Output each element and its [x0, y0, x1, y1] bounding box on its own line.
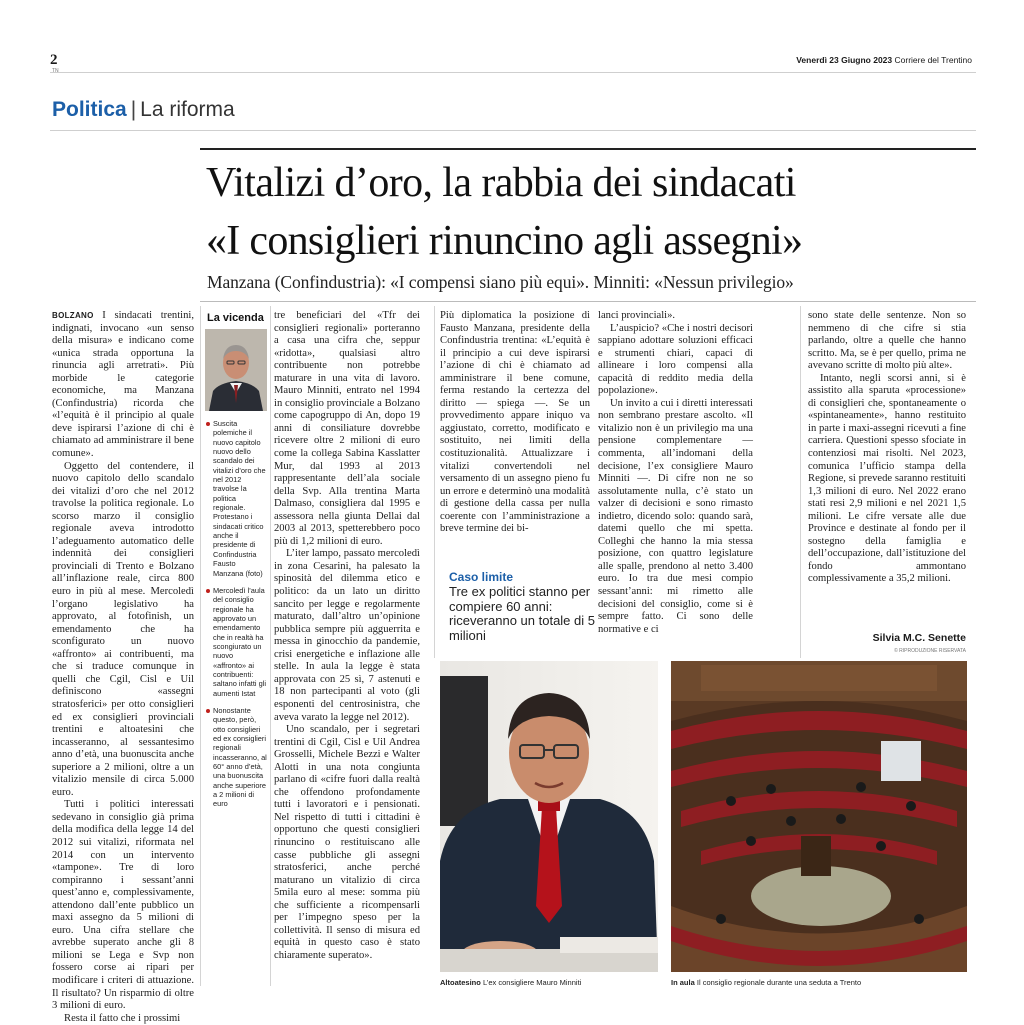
portrait-illustration	[205, 329, 267, 411]
caso-limite-box	[449, 570, 599, 643]
article-column-4	[598, 310, 753, 653]
minniti-photo-illustration	[440, 661, 658, 972]
chamber-photo-caption	[671, 978, 967, 987]
sidebar-title: La vicenda	[207, 312, 264, 324]
sidebar-item: Mercoledì l’aula del consiglio regionale ha approvato un emendamento che in realtà ha scongiurato un nuovo «affronto» ai contribuenti: saltano infatti gli aumenti Istat	[205, 586, 267, 698]
sidebar-la-vicenda	[205, 312, 267, 986]
page-edition-code: TN	[52, 68, 59, 74]
column-1-paragraph	[52, 310, 194, 461]
column-divider	[270, 306, 271, 986]
section-secondary: La riforma	[140, 98, 235, 121]
manzana-portrait-photo	[205, 329, 267, 411]
column-1-paragraph: Resta il fatto che i prossimi	[64, 1012, 181, 1024]
minniti-photo	[440, 661, 658, 972]
issue-date: Venerdì 23 Giugno 2023	[796, 55, 893, 65]
column-4-paragraph: Un invito a cui i diretti interessati non sembrano prestare ascolto. «Il vitalizio non è un privilegio ma una pensione complementare — commenta, all’indomani della decisione, l’ex consigliere Mauro Minniti —. Di cifre non ne so assolutamente nulla, c’è stato un valzer di decisioni e sono rimasto indietro, dicendo solo: quando sarà, datemi quello che mi spetta. Colleghi che hanno la mia stessa posizione, con quattro legislature alle spalle, prendono al netto 3.400 euro. Io tra due mesi compio sessant’anni: mi rimetto alle decisioni del consiglio, come si è sempre fatto. Ci sono delle normative e ci	[598, 397, 753, 635]
caption-kicker: In aula	[671, 978, 695, 987]
newspaper-name: Corriere del Trentino	[894, 55, 972, 65]
headline-deck: Manzana (Confindustria): «I compensi siano più equi». Minniti: «Nessun privilegio»	[207, 272, 794, 292]
column-5-paragraph: sono state delle sentenze. Non so nemmeno di che cifre si stia parlando, oltre a quelle che hanno scritto. Ma, se è per quello, prima ne avevano scritte di molto più alte».	[808, 310, 966, 372]
top-divider	[50, 72, 976, 73]
article-column-2	[274, 310, 420, 986]
sidebar-item: Suscita polemiche il nuovo capitolo nuovo dello scandalo dei vitalizi d’oro che nel 2012 travolse la politica regionale. Protestano i sindacati critico anche il presidente di Confindustria Fausto Manzana (foto)	[205, 419, 267, 578]
headline-rule	[200, 148, 976, 150]
caption-kicker: Altoatesino	[440, 978, 481, 987]
column-3-paragraph: Più diplomatica la posizione di Fausto Manzana, presidente della Confindustria trentina: «L’equità è il principio a cui deve ispirarsi l’azione di chi è chiamato ad amministrare il bene comune, ferma restando la certezza del diritto — spiega —. Se un provvedimento appare iniquo va aggiustato, corretto, modificato e sostituito, nei limiti della costituzionalità. Attualizzare i vitalizi convertendoli nel versamento di un assegno pieno fu un errore e determinò una modalità di gestione della cassa per nulla coerente con l’amministrazione a breve termine dei bi-	[440, 310, 590, 535]
sidebar-item: Nonostante questo, però, otto consiglieri ed ex consiglieri regionali incasseranno, al 60° anno d’età, una buonuscita anche superiore a 2 milioni di euro	[205, 706, 267, 809]
caso-limite-text: Tre ex politici stanno per compiere 60 anni: riceveranno un totale di 5 milioni	[449, 584, 595, 643]
column-divider	[434, 306, 435, 658]
column-4-paragraph: L’auspicio? «Che i nostri decisori sappiano adottare soluzioni efficaci e strumenti chiari, capaci di allineare i loro compensi alla capacità di reddito media della popolazione».	[598, 322, 753, 397]
column-2-paragraph: Uno scandalo, per i segretari trentini di Cgil, Cisl e Uil Andrea Grosselli, Michele Bezzi e Walter Alotti in una nota congiunta parlano di «cifre fuori dalla realtà che offendono profondamente tutti i lavoratori e i pensionati. Nel rispetto di tutti i cittadini è opportuno che questi consiglieri rinuncino o restituiscano alle casse pubbliche gli assegni stratosferici, anche perché maturano un vitalizio di circa 5mila euro al mese: somma più che sufficiente a ricompensarli per l’impegno speso per la collettività. Il senso di misura ed equità in questo caso è stato chiaramente superato».	[274, 724, 420, 961]
column-5-paragraph: Intanto, negli scorsi anni, si è assistito alla sparuta «processione» di consiglieri che, spontaneamente o «spintaneamente», hanno restituito in parte i maxi-assegni ricevuti a fine carriera. Questioni spesso sfociate in contenziosi mai risolti. Nel 2023, comunica l’ufficio stampa della Regione, si prevede saranno restituiti 1,3 milioni di euro. Nel 2022 erano stati resi 2,9 milioni e nel 2021 1,5 milioni. Le cifre versate alle due Province e destinate al fondo per il sostegno della famiglia e dell’occupazione, dall’istituzione del fondo ammontano complessivamente a 35,2 milioni.	[808, 372, 966, 585]
article-column-5	[808, 310, 966, 632]
column-1-paragraph: Tutti i politici interessati sedevano in consiglio già prima della modifica della legge 14 del 2012 sui vitalizi, riformata nel 2014 con un intervento «tampone». Tre di loro compiranno i sessant’anni quest’anno e, complessivamente, attendono dall’ente pubblico un maxi assegno da 5 milioni di euro. Una cifra stellare che avrebbe superato anche gli 8 milioni se Lega e Svp non fossero corse ai ripari per modificare i criteri di attuazione. Il risultato? Un risparmio di oltre 3 milioni di euro.	[52, 799, 194, 1012]
section-header	[52, 98, 235, 122]
column-4-paragraph: lanci provinciali».	[598, 310, 676, 321]
author-signature: Silvia M.C. Senette	[872, 632, 966, 644]
column-2-paragraph: L’iter lampo, passato mercoledì in zona Cesarini, ha palesato la spinosità del dilemma etico e politico: da un lato un diritto sancito per legge e regolarmente maturato, dall’altro un’opinione pubblica sempre più agguerrita e messa in ginocchio da pandemie, crisi energetiche e inflazione alle stelle. In aula la legge è stata approvata con 25 sì, 7 astenuti e 18 non partecipanti al voto (gli esponenti del centrosinistra, che aveva varato la legge nel 2012).	[274, 548, 420, 723]
column-1-paragraph: Oggetto del contendere, il nuovo capitolo dello scandalo dei vitalizi d’oro che nel 2012 travolse la politica regionale. Lo scorso marzo il consiglio regionale aveva introdotto l’adeguamento automatico delle indennità dei consiglieri provinciali di Trento e Bolzano all’inflazione reale, circa 800 euro in più al mese. Mercoledì l’organo legislativo ha approvato, al fotofinish, un emendamento che ha sconfigurato un nuovo «affronto» ai contribuenti, ma che si traduce comunque in quelli che Cgil, Cisl e Uil definiscono «assegni stratosferici» per otto consiglieri ed ex consiglieri provinciali trentini e altoatesini che incasseranno, al sessantesimo anno d’età, una buonuscita anche superiore a 2 milioni, oltre a un vitalizio mensile di circa 5.000 euro.	[52, 460, 194, 798]
deck-divider	[200, 301, 976, 302]
council-chamber-illustration	[671, 661, 967, 972]
column-2-paragraph: tre beneficiari del «Tfr dei consiglieri regionali» porteranno a casa una cifra che, seppur «ridotta», qualsiasi altro contribuente non potrebbe maturare in una vita di lavoro. Mauro Minniti, entrato nel 1994 in consiglio provinciale a Bolzano come capogruppo di An, dopo 19 anni di consiliature dovrebbe ricevere oltre 2 milioni di euro come la collega Sabina Kasslatter Mur, dal 1993 al 2013 rappresentante dell’ala sociale della Svp. Alla trentina Marta Dalmaso, consigliera dal 1995 e assessora nella giunta Dellai dal 2003 al 2013, spetterebbero poco più di 1,2 milioni di euro.	[274, 310, 420, 547]
council-chamber-photo	[671, 661, 967, 972]
article-column-3	[440, 310, 590, 568]
dateline	[796, 55, 972, 65]
reproduction-notice: © RIPRODUZIONE RISERVATA	[894, 648, 966, 654]
headline-line-2: «I consiglieri rinuncino agli assegni»	[206, 218, 803, 264]
section-separator: |	[130, 98, 137, 121]
paragraph-text: I sindacati trentini, indignati, invocano «un senso della misura» e indicano come «unica strada opportuna la rinuncia agli arretrati». Più morbide le categorie economiche, ma Manzana (Confindustria) ricorda che «l’equità è il principio al quale deve ispirarsi l’azione di chi è chiamato ad amministrare il bene comune».	[52, 310, 194, 460]
column-divider	[200, 306, 201, 986]
page-number: 2	[50, 52, 58, 68]
caption-text: L’ex consigliere Mauro Minniti	[482, 978, 582, 987]
article-column-1	[52, 310, 194, 1024]
dateline-city: BOLZANO	[52, 311, 94, 320]
column-divider	[800, 306, 801, 658]
section-divider	[50, 130, 976, 131]
caso-limite-kicker: Caso limite	[449, 570, 514, 584]
caption-text: Il consiglio regionale durante una seduta a Trento	[696, 978, 862, 987]
minniti-photo-caption	[440, 978, 658, 987]
headline-line-1: Vitalizi d’oro, la rabbia dei sindacati	[206, 160, 796, 206]
section-primary: Politica	[52, 98, 127, 121]
